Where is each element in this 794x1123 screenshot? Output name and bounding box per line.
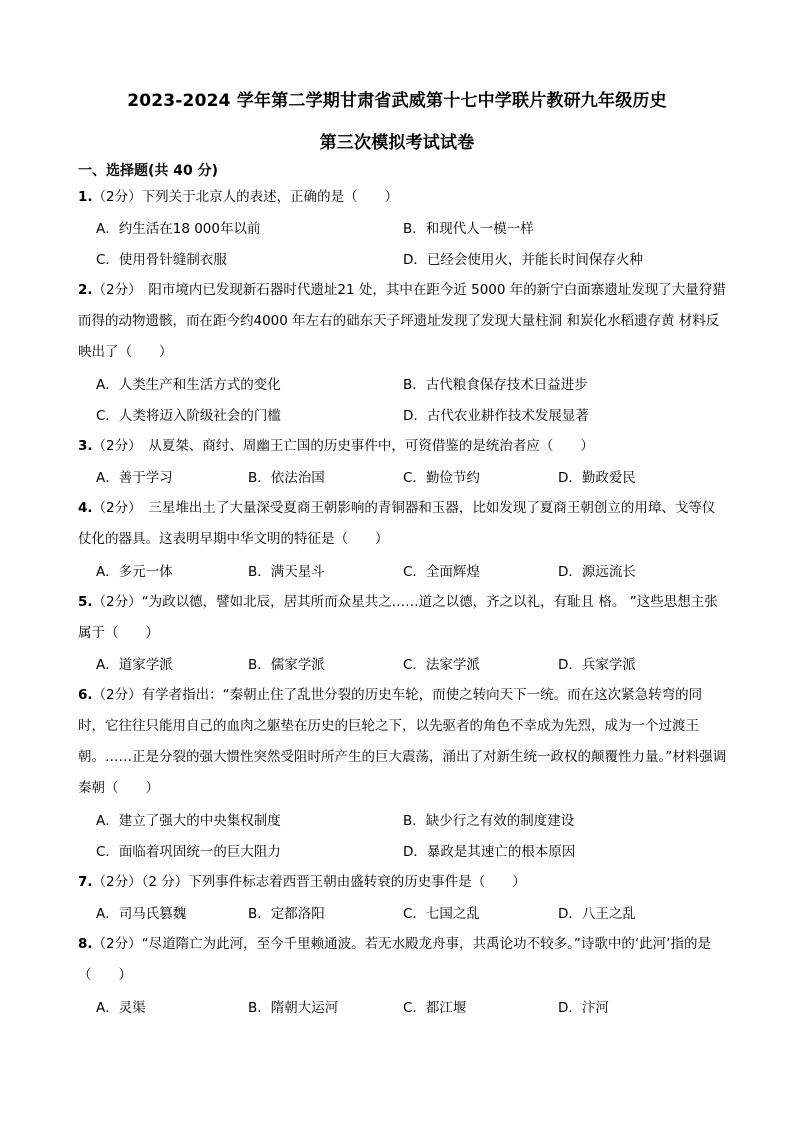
question-number: 7. [78, 874, 93, 890]
question-text: （2分） 阳市境内已发现新石器时代遗址21 处，其中在距今近 5000 年的新宁白面寨遗址发现了大量狩猎而得的动物遗骸，而在距今约4000 年左右的础东天子坪遗址发现了发现大量柱洞 和炭化水稻遗存黄 材料反映出了（ ） [78, 282, 726, 360]
question-6-stem [78, 680, 728, 804]
question-1-options-row-2 [96, 248, 736, 272]
question-8-stem [78, 929, 728, 991]
option-d: D．汴河 [558, 1000, 609, 1016]
option-a: A．多元一体 [96, 564, 173, 580]
option-c: C．都江堰 [403, 1000, 467, 1016]
question-number: 1. [78, 189, 93, 205]
option-b: B．古代粮食保存技术日益进步 [403, 377, 588, 393]
question-1-stem [78, 182, 728, 213]
question-6-options [96, 809, 736, 833]
exam-title-line-1: 2023-2024 学年第二学期甘肃省武威第十七中学联片教研九年级历史 [127, 91, 667, 111]
option-d: D．勤政爱民 [558, 470, 636, 486]
question-4-stem [78, 493, 728, 555]
question-text: （2分）“为政以德，譬如北辰，居其所而众星共之……道之以德，齐之以礼，有耻且 格。 ”这些思想主张属于（ ） [78, 594, 718, 641]
question-text: （2分） 三星堆出土了大量深受夏商王朝影响的青铜器和玉器，比如发现了夏商王朝创立的用璋、戈等仪仗化的器具。这表明早期中华文明的特征是（ ） [78, 500, 716, 547]
question-number: 2. [78, 282, 93, 298]
question-2-options-row-2 [96, 404, 736, 428]
option-b: B．和现代人一模一样 [403, 221, 534, 237]
option-c: C．人类将迈入阶级社会的门槛 [96, 408, 281, 424]
question-number: 4. [78, 500, 93, 516]
exam-title-line-2: 第三次模拟考试试卷 [319, 133, 475, 153]
question-text: （2分）有学者指出：“秦朝止住了乱世分裂的历史车轮，而使之转向天下一统。而在这次紧急转弯的同时，它往往只能用自己的血肉之躯垫在历史的巨轮之下，以先驱者的角色不幸成为先烈，成为一个过渡王朝。……正是分裂的强大惯性突然受阻时所产生的巨大震荡，涌出了对新生统一政权的颠覆性力量。”材料强调秦朝（ ） [78, 687, 727, 796]
option-b: B．依法治国 [248, 470, 325, 486]
option-a: A．善于学习 [96, 470, 173, 486]
option-c: C．全面辉煌 [403, 564, 480, 580]
option-c: C．七国之乱 [403, 906, 480, 922]
question-text: （2分） 从夏桀、商纣、周幽王亡国的历史事件中，可资借鉴的是统治者应（ ） [92, 438, 594, 454]
option-a: A．建立了强大的中央集权制度 [96, 813, 281, 829]
option-b: B．儒家学派 [248, 657, 325, 673]
option-c: C．面临着巩固统一的巨大阻力 [96, 844, 281, 860]
option-a: A．约生活在18 000年以前 [96, 221, 261, 237]
option-b: B．定都洛阳 [248, 906, 325, 922]
question-4-options [96, 560, 736, 584]
option-a: A．司马氏篡魏 [96, 906, 187, 922]
option-a: A．灵渠 [96, 1000, 146, 1016]
question-number: 3. [78, 438, 93, 454]
question-number: 5. [78, 594, 93, 610]
option-a: A．人类生产和生活方式的变化 [96, 377, 281, 393]
question-text: （2分）（2 分）下列事件标志着西晋王朝由盛转衰的历史事件是（ ） [92, 874, 526, 890]
option-d: D．兵家学派 [558, 657, 636, 673]
question-7-stem [78, 867, 728, 898]
question-5-stem [78, 587, 728, 649]
question-2-stem [78, 275, 728, 368]
question-8-options [96, 996, 736, 1020]
option-b: B．满天星斗 [248, 564, 325, 580]
option-d: D．源远流长 [558, 564, 636, 580]
question-text: （2分）下列关于北京人的表述，正确的是（ ） [92, 189, 399, 205]
question-2-options [96, 373, 736, 397]
section-heading: 一、选择题(共 40 分) [78, 163, 219, 179]
option-d: D．已经会使用火，并能长时间保存火种 [403, 252, 643, 268]
question-3-options [96, 466, 736, 490]
option-c: C．使用骨针缝制衣服 [96, 252, 227, 268]
question-number: 8. [78, 936, 93, 952]
option-c: C．勤俭节约 [403, 470, 480, 486]
question-7-options [96, 902, 736, 926]
option-b: B．缺少行之有效的制度建设 [403, 813, 575, 829]
question-5-options [96, 653, 736, 677]
question-text: （2分）“尽道隋亡为此河，至今千里赖通波。若无水殿龙舟事，共禹论功不较多。”诗歌中的‘此河’指的是（ ） [78, 936, 711, 983]
question-1-options [96, 217, 736, 241]
option-b: B．隋朝大运河 [248, 1000, 339, 1016]
option-a: A．道家学派 [96, 657, 173, 673]
option-d: D．暴政是其速亡的根本原因 [403, 844, 576, 860]
option-d: D．八王之乱 [558, 906, 636, 922]
question-number: 6. [78, 687, 93, 703]
question-3-stem [78, 431, 728, 462]
question-6-options-row-2 [96, 840, 736, 864]
option-c: C．法家学派 [403, 657, 480, 673]
option-d: D．古代农业耕作技术发展显著 [403, 408, 589, 424]
